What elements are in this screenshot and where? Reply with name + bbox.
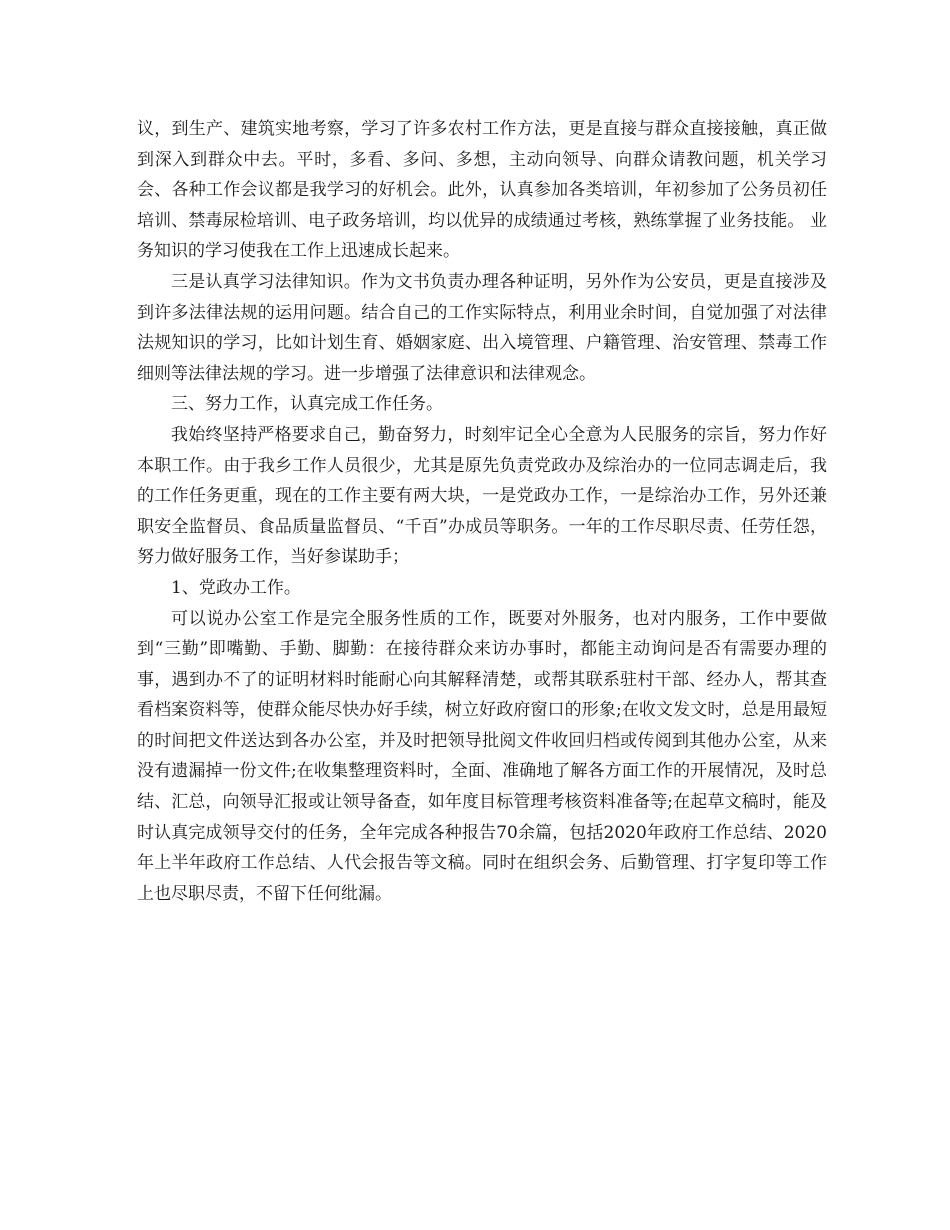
paragraph-4: 我始终坚持严格要求自己，勤奋努力，时刻牢记全心全意为人民服务的宗旨，努力作好本职工作。由于我乡工作人员很少，尤其是原先负责党政办及综治办的一位同志调走后，我的工作任务更重，现在的工作主要有两大块，一是党政办工作，一是综治办工作，另外还兼职安全监督员、食品质量监督员、“千百”办成员等职务。一年的工作尽职尽责、任劳任怨，努力做好服务工作，当好参谋助手；	[137, 424, 827, 568]
subsection-heading: 1、党政办工作。	[171, 577, 301, 598]
section-heading: 三、努力工作，认真完成工作任务。	[171, 394, 443, 415]
paragraph-6: 可以说办公室工作是完全服务性质的工作，既要对外服务，也对内服务，工作中要做到“三勤”即嘴勤、手勤、脚勤：在接待群众来访办事时，都能主动询问是否有需要办理的事，遇到办不了的证明材料时能耐心向其解释清楚，或帮其联系驻村干部、经办人，帮其查看档案资料等，使群众能尽快办好手续，树立好政府窗口的形象;在收文发文时，总是用最短的时间把文件送达到各办公室，并及时把领导批阅文件收回归档或传阅到其他办公室，从来没有遗漏掉一份文件;在收集整理资料时，全面、准确地了解各方面工作的开展情况，及时总结、汇总，向领导汇报或让领导备查，如年度目标管理考核资料准备等;在起草文稿时，能及时认真完成领导交付的任务，全年完成各种报告70余篇，包括2020年政府工作总结、2020年上半年政府工作总结、人代会报告等文稿。同时在组织会务、后勤管理、打字复印等工作上也尽职尽责，不留下任何纰漏。	[137, 608, 827, 904]
document-body	[137, 114, 827, 909]
paragraph-1: 议，到生产、建筑实地考察，学习了许多农村工作方法，更是直接与群众直接接触，真正做到深入到群众中去。平时，多看、多问、多想，主动向领导、向群众请教问题，机关学习会、各种工作会议都是我学习的好机会。此外，认真参加各类培训，年初参加了公务员初任培训、禁毒尿检培训、电子政务培训，均以优异的成绩通过考核，熟练掌握了业务技能。 业务知识的学习使我在工作上迅速成长起来。	[137, 119, 827, 262]
paragraph-2: 三是认真学习法律知识。作为文书负责办理各种证明，另外作为公安员，更是直接涉及到许多法律法规的运用问题。结合自己的工作实际特点，利用业余时间，自觉加强了对法律法规知识的学习，比如计划生育、婚姻家庭、出入境管理、户籍管理、治安管理、禁毒工作细则等法律法规的学习。进一步增强了法律意识和法律观念。	[137, 271, 827, 384]
